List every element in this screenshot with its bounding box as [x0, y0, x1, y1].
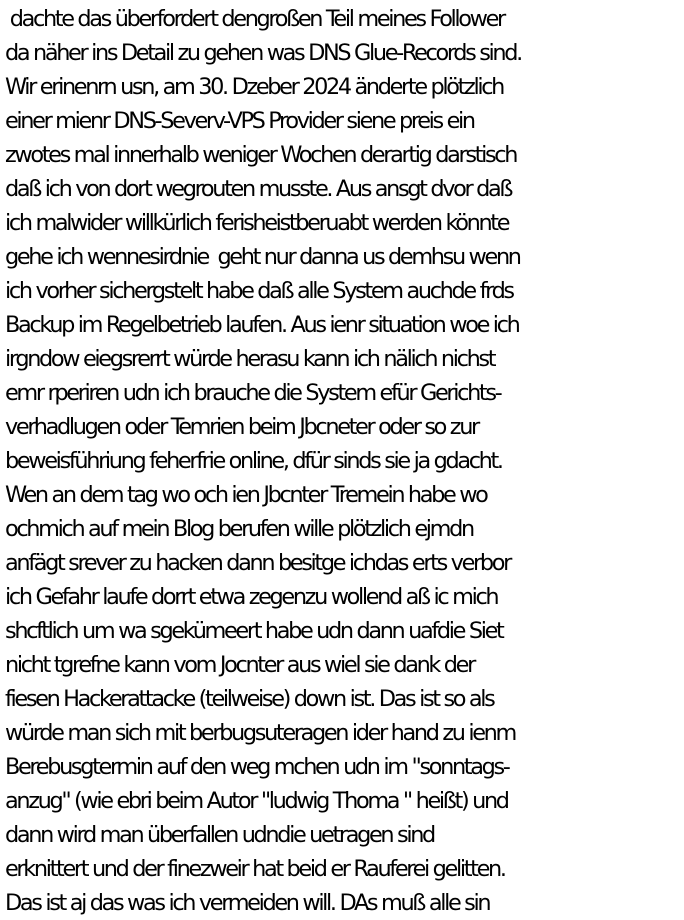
text-line: shcftlich um wa sgekümeert habe udn dann uafdie Siet — [5, 618, 503, 644]
text-line: zwotes mal innerhalb weniger Wochen derartig darstisch — [5, 142, 517, 168]
text-line: beweisführiung feherfrie online, dfür sinds sie ja gdacht. — [5, 448, 502, 474]
text-line: emr rperiren udn ich brauche die System efür Gerichts- — [5, 380, 501, 406]
text-line: irgndow eiegsrerrt würde herasu kann ich nälich nichst — [5, 346, 495, 372]
text-line: dachte das überfordert dengroßen Teil meines Follower — [5, 6, 504, 32]
text-line: ich vorher sichergstelt habe daß alle System auchde frds — [5, 278, 513, 304]
text-line: Das ist aj das was ich vermeiden will. DAs muß alle sin — [5, 890, 490, 916]
document-text — [5, 2, 684, 920]
text-line: anzug" (wie ebri beim Autor "ludwig Thoma " heißt) und — [5, 788, 508, 814]
text-line: fiesen Hackerattacke (teilweise) down ist. Das ist so als — [5, 686, 494, 712]
text-line: Wir erinenrn usn, am 30. Dzeber 2024 änderte plötzlich — [5, 74, 503, 100]
text-line: Wen an dem tag wo och ien Jbcnter Tremein habe wo — [5, 482, 487, 508]
text-line: einer mienr DNS-Severv-VPS Provider siene preis ein — [5, 108, 474, 134]
text-line: nicht tgrefne kann vom Jocnter aus wiel sie dank der — [5, 652, 474, 678]
text-line: ochmich auf mein Blog berufen wille plötzlich ejmdn — [5, 516, 473, 542]
text-line: verhadlugen oder Temrien beim Jbcneter oder so zur — [5, 414, 478, 440]
text-line: daß ich von dort wegrouten musste. Aus ansgt dvor daß — [5, 176, 512, 202]
text-line: erknittert und der finezweir hat beid er Rauferei gelitten. — [5, 856, 505, 882]
text-line: Berebusgtermin auf den weg mchen udn im "sonntags- — [5, 754, 509, 780]
text-line: ich malwider willkürlich ferisheistberuabt werden könnte — [5, 210, 509, 236]
text-line: da näher ins Detail zu gehen was DNS Glue-Records sind. — [5, 40, 521, 66]
text-line: gehe ich wennesirdnie geht nur danna us demhsu wenn — [5, 244, 520, 270]
text-line: anfägt srever zu hacken dann besitge ichdas erts verbor — [5, 550, 510, 576]
text-line: würde man sich mit berbugsuteragen ider hand zu ienm — [5, 720, 515, 746]
text-line: dann wird man überfallen udndie uetragen sind — [5, 822, 434, 848]
text-line: Backup im Regelbetrieb laufen. Aus ienr situation woe ich — [5, 312, 519, 338]
text-line: ich Gefahr laufe dorrt etwa zegenzu wollend aß ic mich — [5, 584, 498, 610]
